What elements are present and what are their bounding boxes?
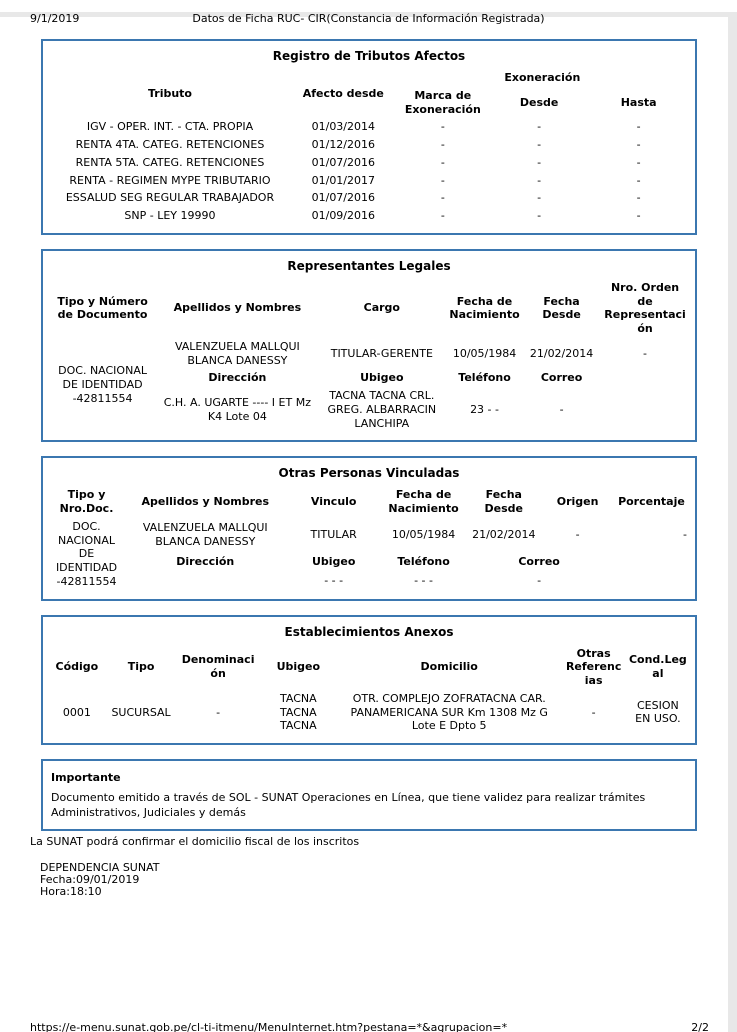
cell-desde: -: [537, 120, 542, 134]
cell-tributo: IGV - OPER. INT. - CTA. PROPIA: [86, 120, 254, 134]
print-date: 9/1/2019: [30, 12, 80, 25]
col-header-desde: Desde: [519, 95, 559, 109]
page-title: Datos de Ficha RUC- CIR(Constancia de Información Registrada): [192, 12, 545, 25]
cell-telefono: 23 - -: [470, 402, 499, 416]
col-header-origen: Origen: [556, 495, 599, 509]
cell-fecha-nacimiento: 10/05/1984: [452, 346, 517, 360]
cell-fecha-nacimiento: 10/05/1984: [391, 527, 456, 541]
cell-domicilio: OTR. COMPLEJO ZOFRATACNA CAR. PANAMERICANA SUR Km 1308 Mz G Lote E Dpto 5: [350, 691, 548, 733]
section-importante: [41, 759, 697, 831]
subcol-header-direccion: Dirección: [208, 371, 267, 385]
cell-codigo: 0001: [62, 705, 91, 719]
section-tributos: [41, 39, 697, 235]
table-row: [48, 571, 690, 590]
table-row: [48, 118, 690, 136]
scrollbar[interactable]: [728, 12, 737, 1032]
cell-hasta: -: [636, 173, 641, 187]
col-header-codigo: Código: [55, 660, 99, 674]
subcol-header-direccion: Dirección: [176, 554, 235, 568]
cell-nro-orden: -: [643, 346, 648, 360]
col-header-fecha-nacimiento: Fecha de Nacimiento: [388, 488, 459, 515]
personas-vinculadas-table: [48, 486, 690, 590]
cell-direccion: [125, 571, 286, 590]
footer-url: https://e-menu.sunat.gob.pe/cl-ti-itmenu/MenuInternet.htm?pestana=*&agrupacion=*: [30, 1021, 508, 1032]
col-header-fecha-desde: Fecha Desde: [542, 294, 581, 322]
hora-label: Hora:18:10: [40, 884, 102, 898]
cell-documento: DOC. NACIONAL DE IDENTIDAD -42811554: [55, 519, 118, 588]
subcol-header-ubigeo: Ubigeo: [360, 371, 404, 385]
col-header-tipo-numero-documento: Tipo y Número de Documento: [57, 294, 148, 322]
cell-marca: -: [440, 191, 445, 205]
fecha-label: Fecha:09/01/2019: [40, 872, 140, 886]
cell-origen: -: [575, 527, 580, 541]
cell-desde: -: [537, 138, 542, 151]
cell-tributo: RENTA 5TA. CATEG. RETENCIONES: [75, 155, 265, 169]
col-header-denominacion: Denominación: [181, 653, 255, 681]
cell-desde: -: [537, 155, 542, 169]
col-header-apellidos: Apellidos y Nombres: [173, 301, 302, 315]
cell-ubigeo: TACNA TACNA TACNA: [280, 691, 317, 733]
col-header-tipo-nro-doc: Tipo y Nro.Doc.: [59, 488, 114, 515]
col-header-afecto-desde: Afecto desde: [302, 86, 384, 100]
col-header-cond-legal: Cond.Legal: [628, 653, 687, 681]
cell-tributo: SNP - LEY 19990: [124, 209, 216, 222]
col-header-otras-referencias: Otras Referencias: [565, 646, 622, 687]
table-row: [48, 154, 690, 172]
subcol-header-ubigeo: Ubigeo: [311, 554, 356, 568]
cell-empty: [600, 387, 690, 432]
dependencia-label: DEPENDENCIA SUNAT: [40, 860, 160, 874]
cell-hasta: -: [636, 155, 641, 169]
section-title-representantes: Representantes Legales: [287, 258, 451, 273]
cell-afecto-desde: 01/01/2017: [311, 173, 376, 187]
cell-hasta: -: [636, 209, 641, 222]
cell-afecto-desde: 01/09/2016: [311, 209, 376, 222]
cell-hasta: -: [636, 120, 641, 134]
cell-cond-legal: CESION EN USO.: [635, 698, 681, 726]
cell-empty: [600, 369, 690, 387]
col-header-tributo: Tributo: [147, 86, 192, 100]
col-header-apellidos: Apellidos y Nombres: [141, 495, 270, 509]
section-representantes: [41, 249, 697, 443]
print-header: [0, 12, 737, 27]
cell-tributo: RENTA - REGIMEN MYPE TRIBUTARIO: [69, 173, 271, 187]
cell-apellidos: VALENZUELA MALLQUI BLANCA DANESSY: [142, 521, 268, 548]
cell-fecha-desde: 21/02/2014: [472, 527, 536, 541]
cell-correo: -: [559, 402, 564, 416]
cell-tipo: SUCURSAL: [111, 705, 171, 719]
print-footer: [30, 1021, 709, 1032]
table-row: [48, 172, 690, 190]
cell-correo: -: [537, 573, 542, 587]
table-row: [48, 189, 690, 207]
cell-desde: -: [537, 209, 542, 222]
tributos-table: [48, 69, 690, 225]
section-title-personas: Otras Personas Vinculadas: [278, 466, 460, 481]
col-header-porcentaje: Porcentaje: [618, 495, 685, 509]
subcol-header-telefono: Teléfono: [397, 554, 450, 568]
col-header-vinculo: Vinculo: [310, 495, 357, 509]
cell-denominacion: -: [216, 705, 221, 719]
col-header-cargo: Cargo: [363, 301, 400, 315]
col-header-domicilio: Domicilio: [420, 660, 478, 674]
col-header-tipo: Tipo: [127, 660, 155, 674]
cell-ubigeo: TACNA TACNA CRL. GREG. ALBARRACIN LANCHIPA: [327, 389, 437, 430]
cell-tributo: RENTA 4TA. CATEG. RETENCIONES: [75, 138, 265, 151]
cell-afecto-desde: 01/03/2014: [311, 120, 376, 134]
cell-marca: -: [440, 209, 445, 222]
cell-fecha-desde: 21/02/2014: [529, 346, 594, 360]
importante-body: Documento emitido a través de SOL - SUNAT Operaciones en Línea, que tiene validez para realizar trámites Administrativos, Judiciales y demás: [51, 791, 646, 819]
subcol-header-correo: Correo: [518, 554, 560, 568]
cell-empty: [613, 552, 690, 571]
table-subheader-row: [48, 552, 690, 571]
cell-otras-referencias: -: [591, 705, 596, 719]
subcol-header-correo: Correo: [540, 371, 583, 385]
importante-title: Importante: [51, 771, 121, 784]
cell-telefono: - - -: [414, 573, 433, 587]
cell-hasta: -: [636, 191, 641, 205]
subcol-header-telefono: Teléfono: [458, 371, 511, 385]
col-header-nro-orden: Nro. Orden de Representación: [604, 280, 686, 335]
col-header-marca-exoneracion: Marca de Exoneración: [404, 88, 481, 116]
col-header-ubigeo: Ubigeo: [276, 660, 321, 674]
cell-tributo: ESSALUD SEG REGULAR TRABAJADOR: [65, 191, 275, 205]
cell-hasta: -: [636, 138, 641, 151]
cell-ubigeo: - - -: [324, 573, 344, 587]
section-title-tributos: Registro de Tributos Afectos: [272, 49, 466, 63]
dependencia-block: [40, 862, 707, 898]
col-header-fecha-nacimiento: Fecha de Nacimiento: [449, 294, 520, 322]
cell-afecto-desde: 01/07/2016: [311, 155, 376, 169]
page-number: 2/2: [691, 1021, 709, 1032]
table-row: [48, 136, 690, 154]
cell-apellidos: VALENZUELA MALLQUI BLANCA DANESSY: [174, 339, 300, 367]
table-row: [48, 690, 690, 735]
cell-marca: -: [440, 138, 445, 151]
section-personas-vinculadas: [41, 456, 697, 600]
section-establecimientos: [41, 615, 697, 746]
table-row: [48, 338, 690, 370]
establecimientos-table: [48, 645, 690, 736]
cell-direccion: C.H. A. UGARTE ---- I ET Mz K4 Lote 04: [163, 395, 311, 423]
cell-empty: [613, 571, 690, 590]
footnote-confirm: La SUNAT podrá confirmar el domicilio fiscal de los inscritos: [30, 834, 360, 848]
table-row: [48, 518, 690, 552]
cell-documento: DOC. NACIONAL DE IDENTIDAD -42811554: [58, 364, 147, 405]
cell-marca: -: [440, 155, 445, 169]
representantes-table: [48, 279, 690, 433]
cell-marca: -: [440, 120, 445, 134]
section-title-establecimientos: Establecimientos Anexos: [284, 624, 454, 639]
cell-desde: -: [537, 191, 542, 205]
cell-cargo: TITULAR-GERENTE: [330, 346, 433, 360]
col-header-fecha-desde: Fecha Desde: [484, 488, 524, 515]
col-group-exoneracion: Exoneración: [504, 71, 581, 84]
table-row: [48, 207, 690, 225]
cell-afecto-desde: 01/07/2016: [311, 191, 376, 205]
cell-desde: -: [537, 173, 542, 187]
cell-afecto-desde: 01/12/2016: [311, 138, 376, 151]
col-header-hasta: Hasta: [620, 95, 657, 109]
cell-marca: -: [440, 173, 445, 187]
cell-porcentaje: -: [683, 527, 687, 541]
cell-vinculo: TITULAR: [310, 527, 357, 541]
